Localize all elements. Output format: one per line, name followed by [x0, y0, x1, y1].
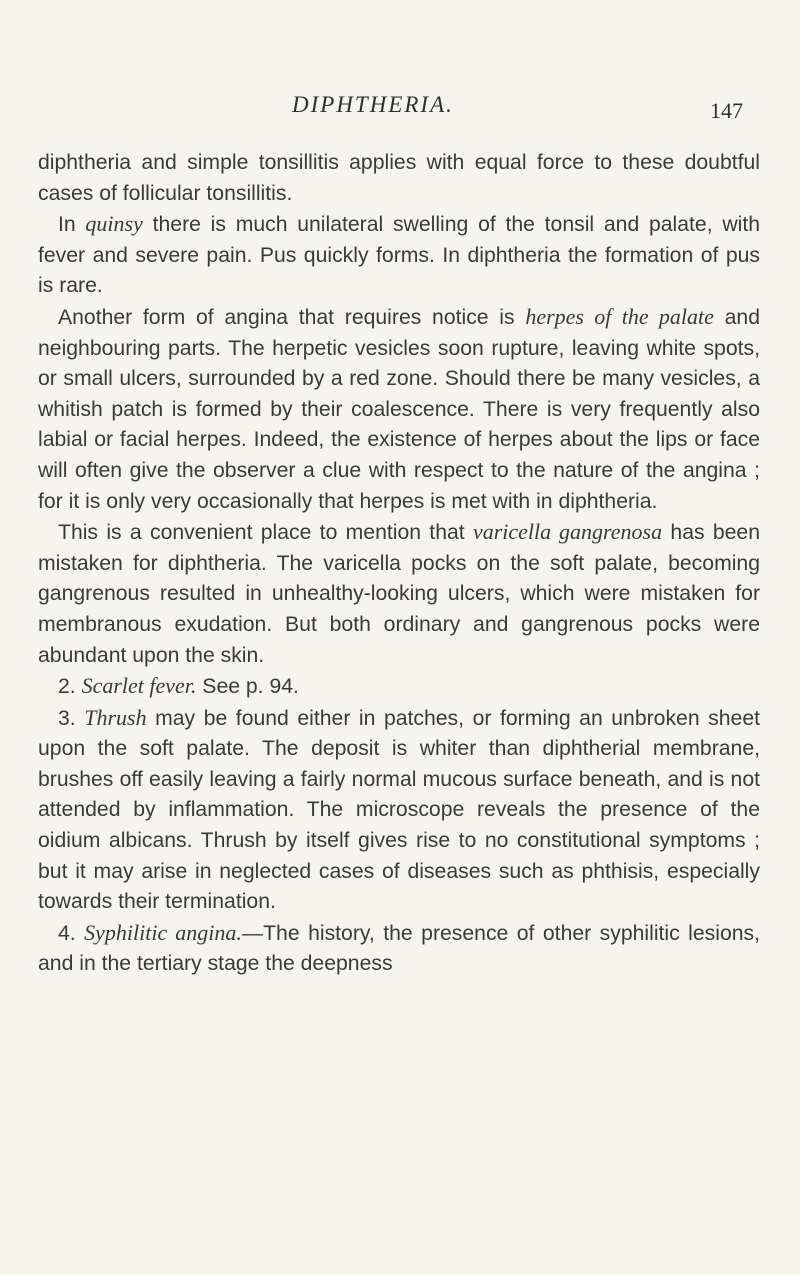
italic-term: Scarlet fever. [81, 673, 197, 699]
list-number: 2. [58, 675, 82, 699]
paragraph [38, 209, 760, 302]
running-head: DIPHTHERIA. [292, 92, 454, 117]
page-header [0, 92, 800, 132]
list-paragraph [38, 703, 760, 918]
text-segment: and neighbouring parts. The herpetic vesicles soon rupture, leaving white spots, or small ulcers, surrounded by a red zone. Should there be many vesicles, a whitish patch is formed by their coalescence. There is very frequently also labial or facial herpes. Indeed, the existence of herpes about the lips or face will often give the observer a clue with respect to the nature of the angina ; for it is only very occasionally that herpes is met with in diphtheria. [38, 305, 760, 513]
italic-term: herpes of the palate [525, 303, 714, 329]
page-number: 147 [710, 98, 743, 123]
italic-term: varicella gangrenosa [472, 519, 663, 545]
italic-term: Thrush [84, 704, 147, 730]
text-segment: See p. 94. [196, 675, 299, 699]
text-segment: In [58, 213, 86, 237]
text-segment: has been mistaken for diphtheria. The varicella pocks on the soft palate, becoming gangrenous resulted in unhealthy-looking ulcers, which were mistaken for membranous exudation. But both ordinary and gangrenous pocks were abundant upon the skin. [38, 521, 760, 667]
paragraph [38, 302, 760, 517]
text-segment: there is much unilateral swelling of the tonsil and palate, with fever and severe pain. Pus quickly forms. In diphtheria the formation of pus is rare. [38, 213, 761, 298]
paragraph [38, 148, 760, 209]
italic-term: Syphilitic angina. [84, 919, 242, 945]
list-paragraph [38, 918, 760, 980]
text-segment: —The history, the presence of other syphilitic lesions, and in the tertiary stage the deepness [38, 921, 761, 976]
italic-term: quinsy [85, 211, 143, 237]
paragraph [38, 517, 760, 671]
list-number: 3. [58, 706, 85, 730]
list-number: 4. [58, 921, 85, 945]
text-segment: diphtheria and simple tonsillitis applies with equal force to these doubtful cases of follicular tonsillitis. [38, 151, 760, 205]
list-paragraph [38, 671, 760, 703]
text-segment: This is a convenient place to mention that [58, 521, 473, 545]
text-segment: Another form of angina that requires notice is [58, 305, 526, 329]
body-text [38, 148, 760, 980]
text-segment: may be found either in patches, or forming an unbroken sheet upon the soft palate. The deposit is whiter than diphtherial membrane, brushes off easily leaving a fairly normal mucous surface beneath, and is not attended by inflammation. The microscope reveals the presence of the oidium albicans. Thrush by itself gives rise to no constitutional symptoms ; but it may arise in neglected cases of diseases such as phthisis, especially towards their termination. [38, 706, 760, 914]
